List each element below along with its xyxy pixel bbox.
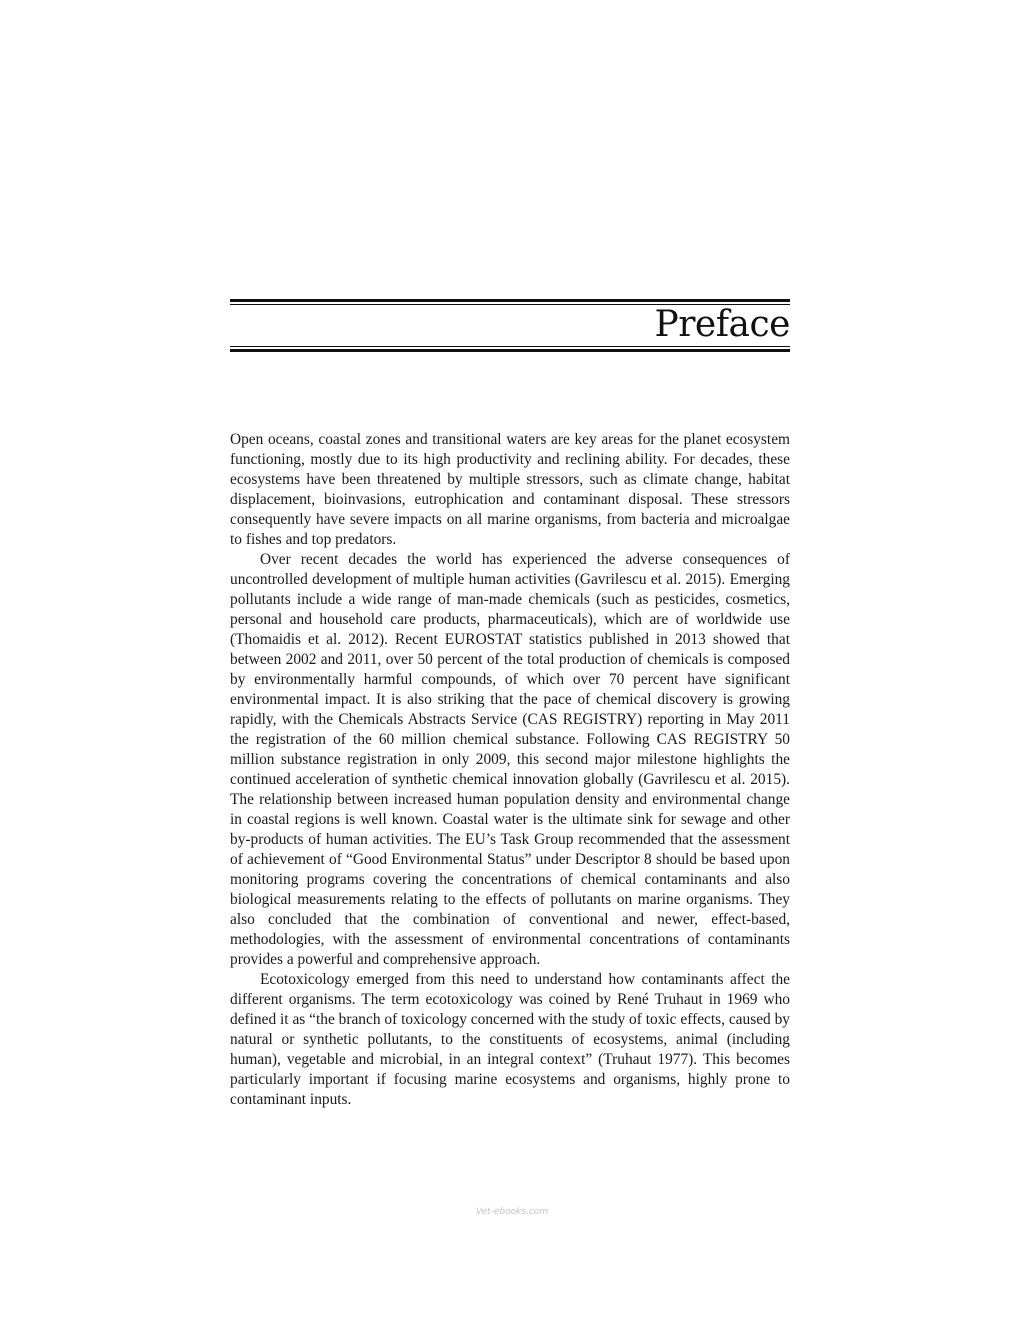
heading-bottom-rule-thin (230, 346, 790, 347)
chapter-heading (230, 299, 790, 355)
preface-body (230, 430, 790, 1110)
watermark-logo: Vet-ebooks.com (475, 1207, 549, 1217)
paragraph-2: Over recent decades the world has experienced the adverse consequences of uncontrolled development of multiple human activities (Gavrilescu et al. 2015). Emerging pollutants include a wide range of man-made chemicals (such as pesticides, cosmetics, personal and household care products, pharmaceuticals), which are of worldwide use (Thomaidis et al. 2012). Recent EUROSTAT statistics published in 2013 showed that between 2002 and 2011, over 50 percent of the total production of chemicals is composed by environmentally harmful compounds, of which over 70 percent have significant environmental impact. It is also striking that the pace of chemical discovery is growing rapidly, with the Chemicals Abstracts Service (CAS REGISTRY) reporting in May 2011 the registration of the 60 million chemical substance. Following CAS REGISTRY 50 million substance registration in only 2009, this second major milestone highlights the continued acceleration of synthetic chemical innovation globally (Gavrilescu et al. 2015). The relationship between increased human population density and environmental change in coastal regions is well known. Coastal water is the ultimate sink for sewage and other by-products of human activities. The EU’s Task Group recommended that the assessment of achievement of “Good Environmental Status” under Descriptor 8 should be based upon monitoring programs covering the concentrations of chemical contaminants and also biological measurements relating to the effects of pollutants on marine organisms. They also concluded that the combination of conventional and newer, effect-based, methodologies, with the assessment of environmental concentrations of contaminants provides a powerful and comprehensive approach. (230, 551, 790, 968)
heading-bottom-rule-thick (230, 349, 790, 352)
paragraph-3: Ecotoxicology emerged from this need to understand how contaminants affect the different organisms. The term ecotoxicology was coined by René Truhaut in 1969 who defined it as “the branch of toxicology concerned with the study of toxic effects, caused by natural or synthetic pollutants, to the constituents of ecosystems, animal (including human), vegetable and microbial, in an integral context” (Truhaut 1977). This becomes particularly important if focusing marine ecosystems and organisms, highly prone to contaminant inputs. (230, 971, 790, 1108)
chapter-title: Preface (654, 304, 790, 345)
paragraph-1: Open oceans, coastal zones and transitional waters are key areas for the planet ecosystem functioning, mostly due to its high productivity and reclining ability. For decades, these ecosystems have been threatened by multiple stressors, such as climate change, habitat displacement, bioinvasions, eutrophication and contaminant disposal. These stressors consequently have severe impacts on all marine organisms, from bacteria and microalgae to fishes and top predators. (230, 431, 790, 548)
